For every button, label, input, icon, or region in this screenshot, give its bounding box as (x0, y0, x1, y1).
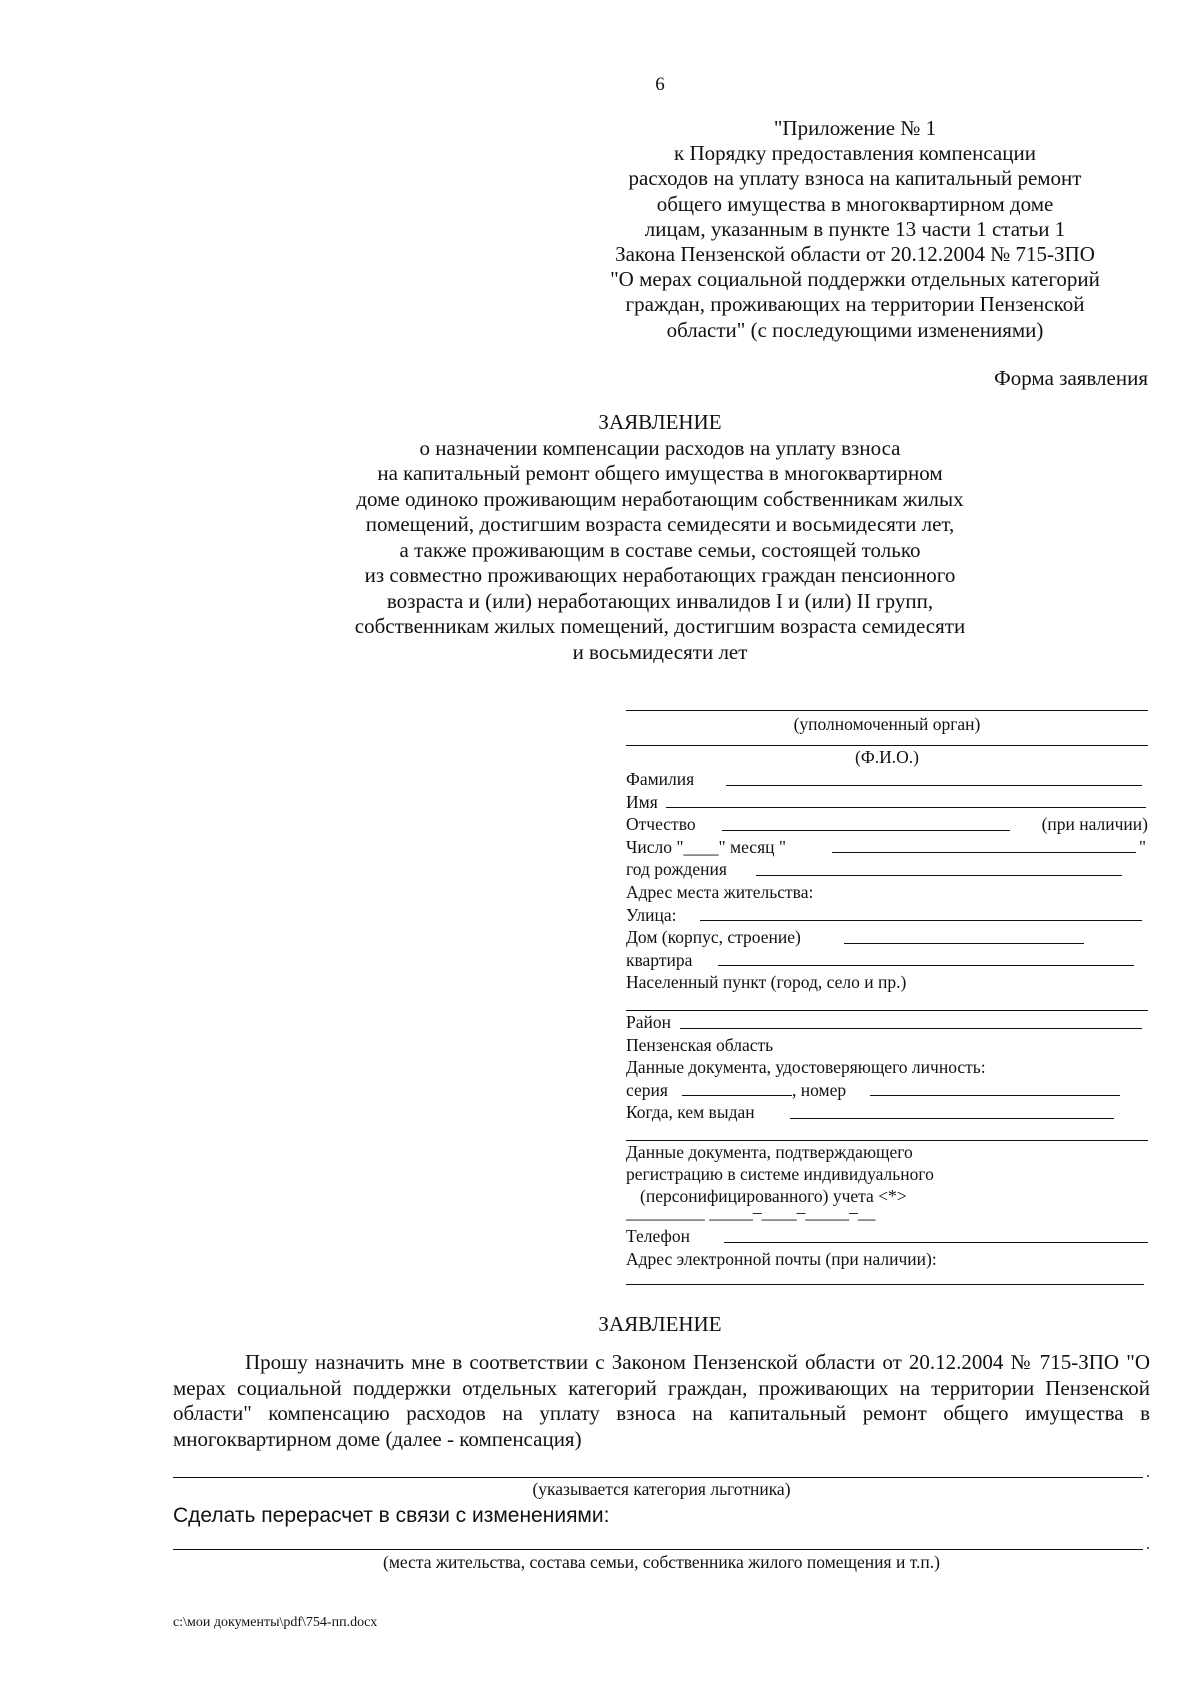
district-field[interactable] (680, 1028, 1142, 1029)
series-field[interactable] (682, 1095, 792, 1096)
locality-row (626, 971, 1148, 994)
snils-mask-row (626, 1201, 1148, 1225)
birth-year-field[interactable] (756, 875, 1122, 876)
name-label: Имя (626, 791, 658, 812)
locality-field[interactable] (626, 994, 1148, 1011)
surname-field[interactable] (726, 785, 1142, 786)
district-label: Район (626, 1011, 671, 1032)
footer-file-path: c:\мои документы\pdf\754-пп.docx (173, 1615, 378, 1630)
changes-field[interactable] (173, 1549, 1143, 1550)
phone-field[interactable] (724, 1242, 1148, 1243)
statement-paragraph: Прошу назначить мне в соответствии с Законом Пензенской области от 20.12.2004 № 715-ЗПО "О мерах социальной поддержки отдельных категорий граждан, проживающих на территории Пензенской области" компенсацию расходов на уплату взноса на капитальный ремонт общего имущества в многоквартирном доме (далее - компенсация) (173, 1350, 1150, 1451)
issued-label: Когда, кем выдан (626, 1102, 755, 1123)
issued-row (626, 1101, 1148, 1124)
address-header: Адрес места жительства: (626, 881, 814, 902)
region-row (626, 1034, 1148, 1057)
snils-label-1: Данные документа, подтверждающего (626, 1141, 913, 1162)
region-label: Пензенская область (626, 1034, 774, 1055)
authority-caption: (уполномоченный орган) (793, 714, 981, 734)
series-label: серия (626, 1079, 668, 1100)
statement-body (173, 1350, 1150, 1452)
appendix-line: расходов на уплату взноса на капитальный ремонт (628, 166, 1082, 191)
subtitle-line: из совместно проживающих неработающих граждан пенсионного (364, 563, 956, 587)
subtitle-line: на капитальный ремонт общего имущества в многоквартирном (377, 461, 943, 485)
patronymic-field[interactable] (722, 830, 1010, 831)
subtitle-line: о назначении компенсации расходов на уплату взноса (419, 435, 901, 460)
recalc-block (173, 1504, 1150, 1573)
district-row (626, 1011, 1148, 1034)
number-label: , номер (792, 1079, 847, 1100)
patronymic-if-any: (при наличии) (1041, 814, 1148, 835)
issued-field[interactable] (790, 1118, 1114, 1119)
appendix-line: к Порядку предоставления компенсации (674, 141, 1036, 166)
email-row (626, 1248, 1148, 1271)
birth-year-row (626, 858, 1148, 881)
appendix-line: общего имущества в многоквартирном доме (656, 191, 1054, 216)
address-header-row (626, 881, 1148, 904)
category-field[interactable] (173, 1477, 1143, 1478)
birth-year-label: год рождения (626, 859, 727, 880)
birth-day-row (626, 836, 1148, 859)
appendix-line: Закона Пензенской области от 20.12.2004 № 715-ЗПО (615, 242, 1095, 267)
fio-caption: (Ф.И.О.) (855, 747, 919, 767)
appendix-line: лицам, указанным в пункте 13 части 1 статьи 1 (644, 216, 1066, 241)
house-label: Дом (корпус, строение) (626, 927, 801, 948)
applicant-fields (626, 702, 1148, 1285)
id-doc-label: Данные документа, удостоверяющего личность: (626, 1057, 986, 1078)
subtitle-line: а также проживающим в составе семьи, состоящей только (399, 537, 921, 562)
changes-period: . (1146, 1536, 1150, 1553)
appendix-line: "О мерах социальной поддержки отдельных категорий (610, 267, 1100, 292)
locality-label: Населенный пункт (город, село и пр.) (626, 972, 907, 993)
page-number: 6 (655, 74, 665, 95)
birth-month-field[interactable] (832, 852, 1136, 853)
subtitle-line: помещений, достигшим возраста семидесяти и восьмидесяти лет, (365, 512, 955, 536)
birth-day-label: Число "____" месяц " (626, 836, 787, 857)
subtitle-line: собственникам жилых помещений, достигшим возраста семидесяти (354, 614, 966, 638)
changes-caption: (места жительства, состава семьи, собственника жилого помещения и т.п.) (383, 1552, 940, 1572)
title-block (270, 410, 1050, 665)
name-row (626, 791, 1148, 814)
email-field[interactable] (626, 1270, 1144, 1285)
document-title: ЗАЯВЛЕНИЕ (598, 410, 722, 434)
recalc-label: Сделать перерасчет в связи с изменениями: (173, 1504, 610, 1527)
subtitle-line: возраста и (или) неработающих инвалидов I и (или) II групп, (386, 588, 934, 613)
street-field[interactable] (700, 920, 1142, 921)
category-period: . (1146, 1464, 1150, 1481)
appendix-line: области" (с последующими изменениями) (666, 317, 1044, 342)
surname-label: Фамилия (626, 769, 695, 789)
snils-label-3: (персонифицированного) учета <*> (640, 1185, 907, 1206)
birth-month-close-quote: " (1138, 836, 1146, 857)
patronymic-row (626, 813, 1148, 836)
statement-title: ЗАЯВЛЕНИЕ (598, 1312, 722, 1336)
appendix-reference (555, 116, 1155, 343)
phone-label: Телефон (626, 1225, 690, 1246)
house-row (626, 926, 1148, 949)
fio-line[interactable] (626, 735, 1148, 746)
changes-line-row (173, 1528, 1150, 1553)
email-label: Адрес электронной почты (при наличии): (626, 1248, 937, 1269)
category-line-row (173, 1460, 1150, 1481)
category-caption: (указывается категория льготника) (532, 1479, 791, 1499)
house-field[interactable] (844, 943, 1084, 944)
name-field[interactable] (666, 807, 1146, 808)
category-block (173, 1460, 1150, 1500)
street-row (626, 904, 1148, 927)
subtitle-line: и восьмидесяти лет (572, 639, 748, 664)
apartment-label: квартира (626, 949, 693, 970)
apartment-field[interactable] (718, 965, 1134, 966)
appendix-line: граждан, проживающих на территории Пензенской (625, 292, 1085, 317)
phone-row (626, 1225, 1148, 1248)
appendix-line: "Приложение № 1 (773, 116, 937, 140)
street-label: Улица: (626, 904, 677, 925)
authority-line[interactable] (626, 702, 1148, 711)
id-doc-row (626, 1056, 1148, 1079)
snils-row-2 (626, 1163, 1148, 1185)
apartment-row (626, 949, 1148, 972)
form-label: Форма заявления (994, 366, 1148, 390)
series-number-row (626, 1079, 1148, 1102)
patronymic-label: Отчество (626, 814, 696, 835)
issued-field-2[interactable] (626, 1124, 1148, 1141)
snils-row-1 (626, 1141, 1148, 1163)
surname-row (626, 768, 1148, 791)
snils-label-2: регистрацию в системе индивидуального (626, 1163, 934, 1184)
number-field[interactable] (870, 1095, 1120, 1096)
subtitle-line: доме одиноко проживающим неработающим собственникам жилых (356, 486, 964, 511)
snils-mask[interactable]: _________ _____–____–_____–__ (626, 1201, 876, 1222)
